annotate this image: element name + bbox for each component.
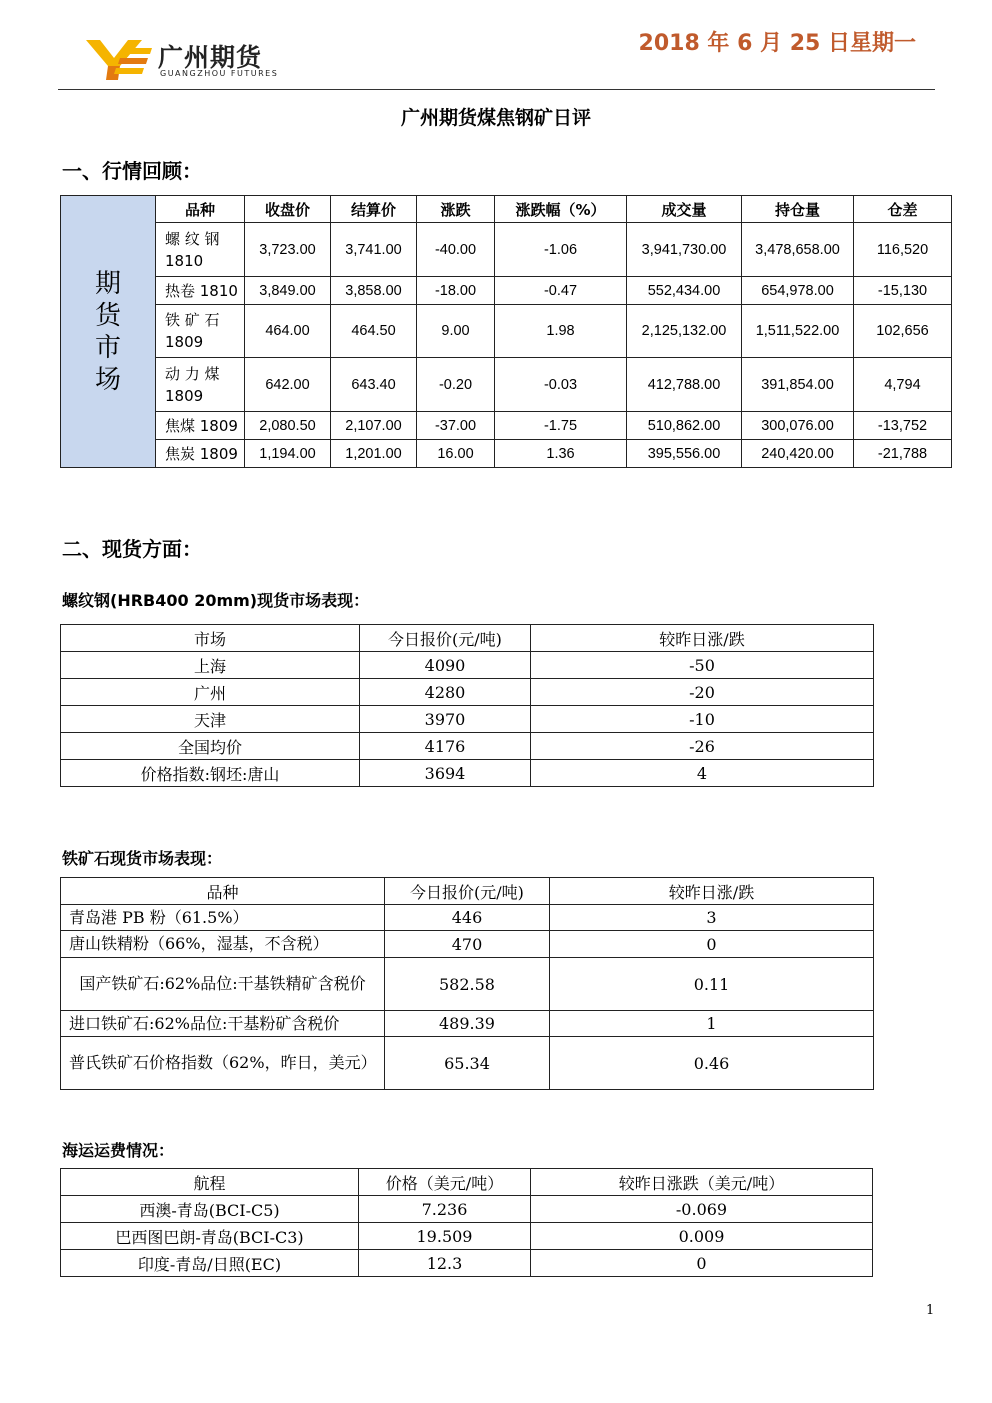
table-row bbox=[61, 1250, 873, 1277]
spot-price: 582.58 bbox=[385, 958, 550, 1011]
oi-change: 116,520 bbox=[854, 223, 952, 277]
col-header-open-interest: 持仓量 bbox=[742, 196, 854, 223]
report-date: 2018 年 6 月 25 日星期一 bbox=[638, 31, 916, 56]
spot-price: 4176 bbox=[360, 733, 531, 760]
table-row bbox=[61, 760, 874, 787]
side-label-char: 市 bbox=[94, 332, 121, 363]
variety-name: 热卷 1810 bbox=[165, 281, 238, 300]
price-change: 0.11 bbox=[550, 958, 874, 1011]
spot-price: 4280 bbox=[360, 679, 531, 706]
route-name: 印度-青岛/日照(EC) bbox=[61, 1250, 359, 1277]
oi-change: -13,752 bbox=[854, 412, 952, 440]
table-row bbox=[61, 905, 874, 931]
gz-futures-logo-icon bbox=[84, 38, 154, 82]
price-change: -18.00 bbox=[417, 277, 495, 305]
col-header-route: 航程 bbox=[61, 1169, 359, 1196]
change-pct: -0.47 bbox=[495, 277, 627, 305]
company-name-cn: 广州期货 bbox=[158, 43, 263, 72]
oi-change: -21,788 bbox=[854, 440, 952, 468]
table-row bbox=[61, 1037, 874, 1090]
rebar-table-title: 螺纹钢(HRB400 20mm)现货市场表现： bbox=[62, 591, 370, 610]
price-change: -26 bbox=[531, 733, 874, 760]
table-row bbox=[61, 358, 952, 412]
table-header-row bbox=[61, 1169, 873, 1196]
iron-ore-spot-table bbox=[60, 877, 874, 1090]
change-pct: -0.03 bbox=[495, 358, 627, 412]
table-row bbox=[61, 305, 952, 358]
open-interest: 654,978.00 bbox=[742, 277, 854, 305]
freight-price: 12.3 bbox=[359, 1250, 531, 1277]
oi-change: 4,794 bbox=[854, 358, 952, 412]
col-header-change: 涨跌 bbox=[417, 196, 495, 223]
variety-cell bbox=[156, 305, 245, 358]
spot-price: 446 bbox=[385, 905, 550, 931]
col-header-oi-change: 仓差 bbox=[854, 196, 952, 223]
volume: 3,941,730.00 bbox=[627, 223, 742, 277]
close-price: 1,194.00 bbox=[245, 440, 331, 468]
price-change: 3 bbox=[550, 905, 874, 931]
market-name: 天津 bbox=[61, 706, 360, 733]
open-interest: 240,420.00 bbox=[742, 440, 854, 468]
price-change: -50 bbox=[531, 652, 874, 679]
variety-name: 唐山铁精粉（66%，湿基，不含税） bbox=[61, 931, 385, 958]
settle-price: 643.40 bbox=[331, 358, 417, 412]
open-interest: 3,478,658.00 bbox=[742, 223, 854, 277]
price-change: 0.46 bbox=[550, 1037, 874, 1090]
change-pct: -1.75 bbox=[495, 412, 627, 440]
variety-name: 进口铁矿石:62%品位:干基粉矿含税价 bbox=[61, 1011, 385, 1037]
col-header-price: 今日报价(元/吨) bbox=[360, 625, 531, 652]
table-row bbox=[61, 277, 952, 305]
table-row bbox=[61, 223, 952, 277]
variety-name: 普氏铁矿石价格指数（62%，昨日，美元） bbox=[61, 1037, 385, 1090]
company-name-en: GUANGZHOU FUTURES bbox=[160, 69, 279, 78]
price-change: 4 bbox=[531, 760, 874, 787]
variety-name: 铁 矿 石 bbox=[165, 311, 220, 329]
variety-cell bbox=[156, 412, 245, 440]
col-header-variety: 品种 bbox=[156, 196, 245, 223]
spot-price: 489.39 bbox=[385, 1011, 550, 1037]
col-header-close: 收盘价 bbox=[245, 196, 331, 223]
col-header-price: 价格（美元/吨） bbox=[359, 1169, 531, 1196]
price-change: -0.069 bbox=[531, 1196, 873, 1223]
col-header-change: 较昨日涨/跌 bbox=[531, 625, 874, 652]
table-header-row bbox=[61, 625, 874, 652]
section-heading-spot: 二、现货方面： bbox=[62, 537, 202, 561]
variety-contract: 1809 bbox=[165, 386, 204, 405]
price-change: 1 bbox=[550, 1011, 874, 1037]
freight-price: 7.236 bbox=[359, 1196, 531, 1223]
volume: 395,556.00 bbox=[627, 440, 742, 468]
price-change: -37.00 bbox=[417, 412, 495, 440]
oi-change: -15,130 bbox=[854, 277, 952, 305]
variety-name: 国产铁矿石:62%品位:干基铁精矿含税价 bbox=[61, 958, 385, 1011]
volume: 412,788.00 bbox=[627, 358, 742, 412]
table-row bbox=[61, 412, 952, 440]
table-row bbox=[61, 706, 874, 733]
price-change: 16.00 bbox=[417, 440, 495, 468]
settle-price: 3,741.00 bbox=[331, 223, 417, 277]
variety-name: 动 力 煤 bbox=[165, 364, 220, 383]
side-label-char: 货 bbox=[94, 300, 121, 331]
col-header-variety: 品种 bbox=[61, 878, 385, 905]
price-change: 0 bbox=[531, 1250, 873, 1277]
col-header-change: 较昨日涨跌（美元/吨） bbox=[531, 1169, 873, 1196]
spot-price: 65.34 bbox=[385, 1037, 550, 1090]
variety-cell bbox=[156, 277, 245, 305]
price-change: -20 bbox=[531, 679, 874, 706]
document-title: 广州期货煤焦钢矿日评 bbox=[400, 107, 591, 129]
route-name: 巴西图巴朗-青岛(BCI-C3) bbox=[61, 1223, 359, 1250]
variety-name: 青岛港 PB 粉（61.5%） bbox=[61, 905, 385, 931]
volume: 2,125,132.00 bbox=[627, 305, 742, 358]
futures-market-table bbox=[60, 195, 952, 468]
price-change: 9.00 bbox=[417, 305, 495, 358]
table-row bbox=[61, 931, 874, 958]
col-header-market: 市场 bbox=[61, 625, 360, 652]
side-label-char: 场 bbox=[94, 364, 121, 395]
table-row bbox=[61, 958, 874, 1011]
variety-name: 焦炭 1809 bbox=[165, 444, 238, 463]
col-header-volume: 成交量 bbox=[627, 196, 742, 223]
col-header-change-pct: 涨跌幅（%） bbox=[495, 196, 627, 223]
table-row bbox=[61, 1011, 874, 1037]
col-header-change: 较昨日涨/跌 bbox=[550, 878, 874, 905]
header-divider bbox=[58, 89, 935, 90]
variety-contract: 1809 bbox=[165, 333, 204, 351]
close-price: 642.00 bbox=[245, 358, 331, 412]
variety-cell bbox=[156, 358, 245, 412]
close-price: 464.00 bbox=[245, 305, 331, 358]
route-name: 西澳-青岛(BCI-C5) bbox=[61, 1196, 359, 1223]
price-change: -0.20 bbox=[417, 358, 495, 412]
change-pct: 1.36 bbox=[495, 440, 627, 468]
variety-name: 螺 纹 钢 bbox=[165, 229, 220, 248]
settle-price: 1,201.00 bbox=[331, 440, 417, 468]
spot-price: 470 bbox=[385, 931, 550, 958]
iron-ore-table-title: 铁矿石现货市场表现： bbox=[62, 849, 223, 868]
settle-price: 3,858.00 bbox=[331, 277, 417, 305]
table-row bbox=[61, 652, 874, 679]
col-header-settle: 结算价 bbox=[331, 196, 417, 223]
col-header-price: 今日报价(元/吨) bbox=[385, 878, 550, 905]
futures-market-side-label bbox=[61, 196, 156, 468]
change-pct: -1.06 bbox=[495, 223, 627, 277]
section-heading-market-review: 一、行情回顾： bbox=[62, 159, 202, 183]
close-price: 2,080.50 bbox=[245, 412, 331, 440]
oi-change: 102,656 bbox=[854, 305, 952, 358]
side-label-char: 期 bbox=[94, 268, 121, 299]
change-pct: 1.98 bbox=[495, 305, 627, 358]
price-change: -10 bbox=[531, 706, 874, 733]
settle-price: 464.50 bbox=[331, 305, 417, 358]
settle-price: 2,107.00 bbox=[331, 412, 417, 440]
freight-table-title: 海运运费情况： bbox=[62, 1141, 175, 1160]
price-change: 0 bbox=[550, 931, 874, 958]
open-interest: 1,511,522.00 bbox=[742, 305, 854, 358]
table-row bbox=[61, 733, 874, 760]
market-name: 全国均价 bbox=[61, 733, 360, 760]
table-row bbox=[61, 1196, 873, 1223]
variety-contract: 1810 bbox=[165, 251, 204, 270]
freight-price: 19.509 bbox=[359, 1223, 531, 1250]
spot-price: 4090 bbox=[360, 652, 531, 679]
page-number: 1 bbox=[926, 1303, 935, 1318]
price-change: -40.00 bbox=[417, 223, 495, 277]
close-price: 3,849.00 bbox=[245, 277, 331, 305]
volume: 510,862.00 bbox=[627, 412, 742, 440]
freight-table bbox=[60, 1168, 873, 1277]
table-row bbox=[61, 440, 952, 468]
variety-cell bbox=[156, 223, 245, 277]
open-interest: 391,854.00 bbox=[742, 358, 854, 412]
spot-price: 3970 bbox=[360, 706, 531, 733]
price-change: 0.009 bbox=[531, 1223, 873, 1250]
table-row bbox=[61, 679, 874, 706]
spot-price: 3694 bbox=[360, 760, 531, 787]
variety-cell bbox=[156, 440, 245, 468]
market-name: 价格指数:钢坯:唐山 bbox=[61, 760, 360, 787]
close-price: 3,723.00 bbox=[245, 223, 331, 277]
market-name: 广州 bbox=[61, 679, 360, 706]
open-interest: 300,076.00 bbox=[742, 412, 854, 440]
table-row bbox=[61, 1223, 873, 1250]
volume: 552,434.00 bbox=[627, 277, 742, 305]
table-header-row bbox=[61, 878, 874, 905]
company-logo bbox=[84, 36, 284, 86]
variety-name: 焦煤 1809 bbox=[165, 416, 238, 435]
rebar-spot-table bbox=[60, 624, 874, 787]
market-name: 上海 bbox=[61, 652, 360, 679]
